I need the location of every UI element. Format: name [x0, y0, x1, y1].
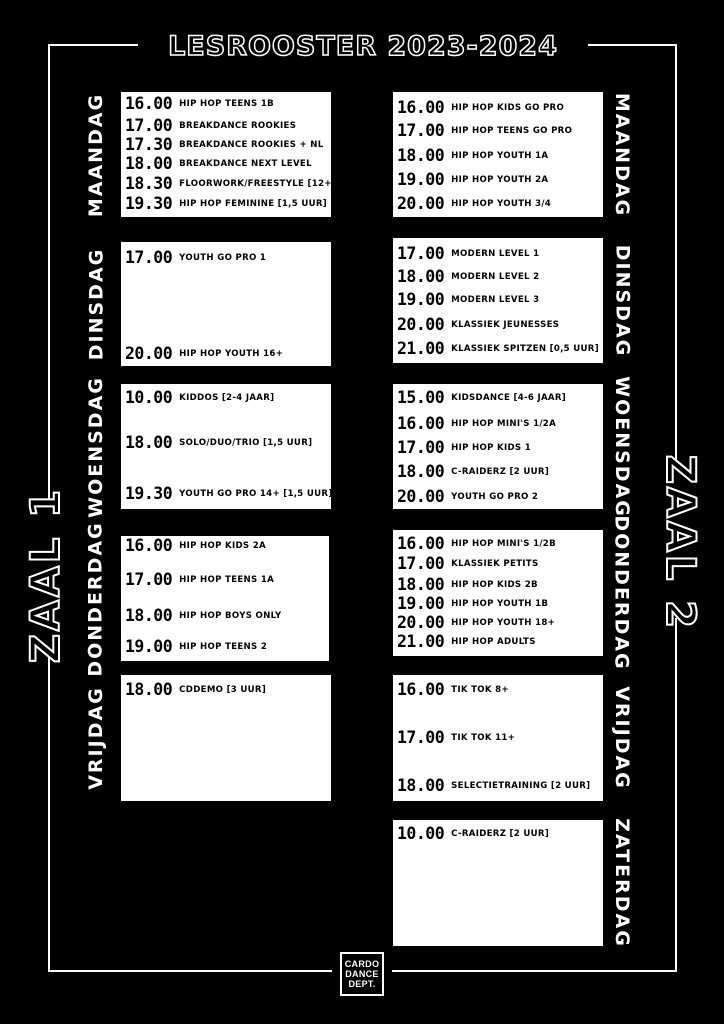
- class-row: [397, 290, 601, 309]
- class-time: 18.00: [397, 146, 445, 165]
- class-row: [125, 344, 329, 363]
- day-name: ZATERDAG: [611, 818, 633, 948]
- zaal2-zaterdag-box: [393, 820, 603, 946]
- class-name: HIP HOP KIDS 2B: [451, 579, 538, 590]
- class-time: 18.00: [397, 462, 445, 481]
- class-name: HIP HOP MINI'S 1/2B: [451, 538, 556, 549]
- class-row: [397, 388, 601, 407]
- class-row: [125, 680, 329, 699]
- class-name: BREAKDANCE NEXT LEVEL: [179, 158, 312, 169]
- class-row: [125, 94, 329, 113]
- class-row: [125, 536, 327, 555]
- class-name: KLASSIEK JEUNESSES: [451, 319, 560, 330]
- class-row: [125, 154, 329, 173]
- class-time: 18.00: [125, 433, 173, 452]
- class-name: HIP HOP KIDS 2A: [179, 540, 266, 551]
- class-name: KIDSDANCE [4-6 JAAR]: [451, 392, 566, 403]
- class-row: [125, 116, 329, 135]
- class-time: 19.00: [125, 637, 173, 656]
- class-row: [397, 267, 601, 286]
- class-time: 20.00: [397, 487, 445, 506]
- class-name: YOUTH GO PRO 14+ [1,5 UUR]: [179, 488, 333, 499]
- class-time: 19.30: [125, 484, 173, 503]
- class-time: 17.00: [125, 116, 173, 135]
- class-name: BREAKDANCE ROOKIES + NL: [179, 139, 324, 150]
- class-name: YOUTH GO PRO 2: [451, 491, 539, 502]
- class-row: [397, 98, 601, 117]
- class-time: 20.00: [125, 344, 173, 363]
- class-time: 18.00: [125, 154, 173, 173]
- class-time: 19.00: [397, 290, 445, 309]
- logo-line-3: DEPT.: [348, 979, 376, 989]
- class-row: [397, 170, 601, 189]
- zaal2-day-label: [599, 375, 645, 518]
- zaal1-day-label: [73, 242, 119, 366]
- class-row: [397, 575, 601, 594]
- zaal-1-label: [16, 486, 76, 664]
- day-name: VRIJDAG: [85, 686, 108, 790]
- class-name: HIP HOP TEENS 1A: [179, 574, 275, 585]
- class-time: 10.00: [125, 388, 173, 407]
- class-time: 17.00: [125, 248, 173, 267]
- class-name: YOUTH GO PRO 1: [179, 252, 267, 263]
- class-time: 19.30: [125, 194, 173, 213]
- class-row: [397, 121, 601, 140]
- logo-line-2: DANCE: [345, 969, 379, 979]
- title-wrap: [138, 26, 588, 66]
- zaal-2-label: [650, 454, 710, 632]
- day-name: DINSDAG: [85, 247, 107, 361]
- class-row: [125, 135, 329, 154]
- class-time: 16.00: [125, 536, 173, 555]
- class-name: KLASSIEK PETITS: [451, 558, 539, 569]
- class-time: 16.00: [125, 94, 173, 113]
- class-row: [397, 438, 601, 457]
- zaal1-vrijdag-box: [121, 675, 331, 801]
- class-row: [125, 606, 327, 625]
- day-name: VRIJDAG: [611, 686, 634, 790]
- class-name: HIP HOP YOUTH 3/4: [451, 198, 552, 209]
- zaal2-vrijdag-box: [393, 675, 603, 801]
- class-time: 10.00: [397, 824, 445, 843]
- class-name: SELECTIETRAINING [2 UUR]: [451, 780, 591, 791]
- zaal2-dinsdag-box: [393, 238, 603, 363]
- class-name: C-RAIDERZ [2 UUR]: [451, 466, 550, 477]
- class-row: [397, 339, 601, 358]
- day-name: MAANDAG: [611, 92, 634, 217]
- zaal1-donderdag-box: [121, 536, 329, 661]
- class-time: 17.00: [397, 554, 445, 573]
- day-name: DONDERDAG: [85, 520, 107, 677]
- day-name: WOENSDAG: [611, 375, 633, 518]
- class-row: [397, 487, 601, 506]
- class-name: BREAKDANCE ROOKIES: [179, 120, 297, 131]
- class-row: [397, 613, 601, 632]
- class-name: HIP HOP TEENS GO PRO: [451, 125, 573, 136]
- class-time: 16.00: [397, 680, 445, 699]
- class-row: [397, 315, 601, 334]
- class-name: MODERN LEVEL 2: [451, 271, 540, 282]
- class-time: 19.00: [397, 170, 445, 189]
- class-time: 15.00: [397, 388, 445, 407]
- class-name: FLOORWORK/FREESTYLE [12+]: [179, 178, 336, 189]
- class-time: 21.00: [397, 339, 445, 358]
- class-row: [397, 824, 601, 843]
- class-row: [397, 728, 601, 747]
- class-row: [397, 680, 601, 699]
- class-time: 18.00: [397, 575, 445, 594]
- class-name: HIP HOP TEENS 2: [179, 641, 268, 652]
- class-row: [397, 462, 601, 481]
- class-name: HIP HOP YOUTH 2A: [451, 174, 549, 185]
- class-time: 17.30: [125, 135, 173, 154]
- class-row: [397, 146, 601, 165]
- day-name: MAANDAG: [85, 92, 108, 217]
- class-name: HIP HOP FEMININE [1,5 UUR]: [179, 198, 328, 209]
- class-row: [125, 174, 336, 193]
- class-name: HIP HOP KIDS 1: [451, 442, 531, 453]
- class-time: 18.00: [397, 776, 445, 795]
- class-name: C-RAIDERZ [2 UUR]: [451, 828, 550, 839]
- class-time: 17.00: [125, 570, 173, 589]
- class-name: HIP HOP BOYS ONLY: [179, 610, 282, 621]
- zaal-1-text: ZAAL 1: [23, 486, 70, 664]
- class-time: 18.00: [397, 267, 445, 286]
- class-name: MODERN LEVEL 1: [451, 248, 540, 259]
- class-name: HIP HOP YOUTH 16+: [179, 348, 284, 359]
- class-row: [125, 484, 333, 503]
- zaal2-day-label: [599, 675, 645, 801]
- class-row: [397, 776, 601, 795]
- class-name: CDDEMO [3 UUR]: [179, 684, 267, 695]
- class-time: 20.00: [397, 194, 445, 213]
- class-name: SOLO/DUO/TRIO [1,5 UUR]: [179, 437, 313, 448]
- class-name: TIK TOK 8+: [451, 684, 509, 695]
- class-row: [397, 194, 601, 213]
- zaal1-day-label: [73, 375, 119, 518]
- zaal1-woensdag-box: [121, 384, 331, 509]
- class-time: 17.00: [397, 728, 445, 747]
- class-time: 21.00: [397, 632, 445, 651]
- class-time: 16.00: [397, 98, 445, 117]
- class-name: TIK TOK 11+: [451, 732, 516, 743]
- class-row: [125, 194, 329, 213]
- class-row: [397, 534, 601, 553]
- class-time: 19.00: [397, 594, 445, 613]
- class-row: [125, 637, 327, 656]
- zaal1-day-label: [73, 520, 119, 677]
- class-name: HIP HOP MINI'S 1/2A: [451, 418, 557, 429]
- zaal-2-text: ZAAL 2: [657, 454, 704, 632]
- cardo-dance-logo: [340, 952, 384, 996]
- page-title: LESROOSTER 2023-2024: [168, 30, 558, 62]
- day-name: DONDERDAG: [611, 515, 633, 671]
- class-time: 17.00: [397, 438, 445, 457]
- class-time: 20.00: [397, 315, 445, 334]
- class-time: 16.00: [397, 414, 445, 433]
- class-time: 16.00: [397, 534, 445, 553]
- class-row: [125, 433, 329, 452]
- class-time: 20.00: [397, 613, 445, 632]
- class-name: HIP HOP YOUTH 1A: [451, 150, 549, 161]
- class-row: [397, 632, 601, 651]
- class-row: [397, 594, 601, 613]
- zaal2-woensdag-box: [393, 384, 603, 509]
- class-row: [125, 388, 329, 407]
- logo-line-1: CARDO: [344, 959, 380, 969]
- class-time: 17.00: [397, 244, 445, 263]
- zaal2-day-label: [599, 92, 645, 217]
- class-name: HIP HOP ADULTS: [451, 636, 536, 647]
- class-time: 18.00: [125, 680, 173, 699]
- class-time: 18.00: [125, 606, 173, 625]
- class-time: 17.00: [397, 121, 445, 140]
- zaal1-day-label: [73, 675, 119, 801]
- class-name: HIP HOP KIDS GO PRO: [451, 102, 565, 113]
- zaal2-maandag-box: [393, 92, 603, 217]
- class-row: [397, 414, 601, 433]
- class-time: 18.30: [125, 174, 173, 193]
- class-row: [397, 554, 601, 573]
- class-name: KIDDOS [2-4 JAAR]: [179, 392, 275, 403]
- class-name: HIP HOP TEENS 1B: [179, 98, 274, 109]
- zaal1-maandag-box: [121, 92, 336, 217]
- zaal2-day-label: [599, 820, 645, 946]
- zaal1-dinsdag-box: [121, 242, 331, 366]
- class-row: [125, 248, 329, 267]
- class-row: [125, 570, 327, 589]
- class-row: [397, 244, 601, 263]
- class-name: MODERN LEVEL 3: [451, 294, 540, 305]
- day-name: WOENSDAG: [85, 375, 107, 518]
- zaal2-day-label: [599, 238, 645, 363]
- day-name: DINSDAG: [611, 244, 633, 357]
- zaal1-day-label: [73, 92, 119, 217]
- class-name: KLASSIEK SPITZEN [0,5 UUR]: [451, 343, 599, 354]
- class-name: HIP HOP YOUTH 18+: [451, 617, 556, 628]
- class-name: HIP HOP YOUTH 1B: [451, 598, 549, 609]
- zaal2-day-label: [599, 515, 645, 671]
- zaal2-donderdag-box: [393, 530, 603, 656]
